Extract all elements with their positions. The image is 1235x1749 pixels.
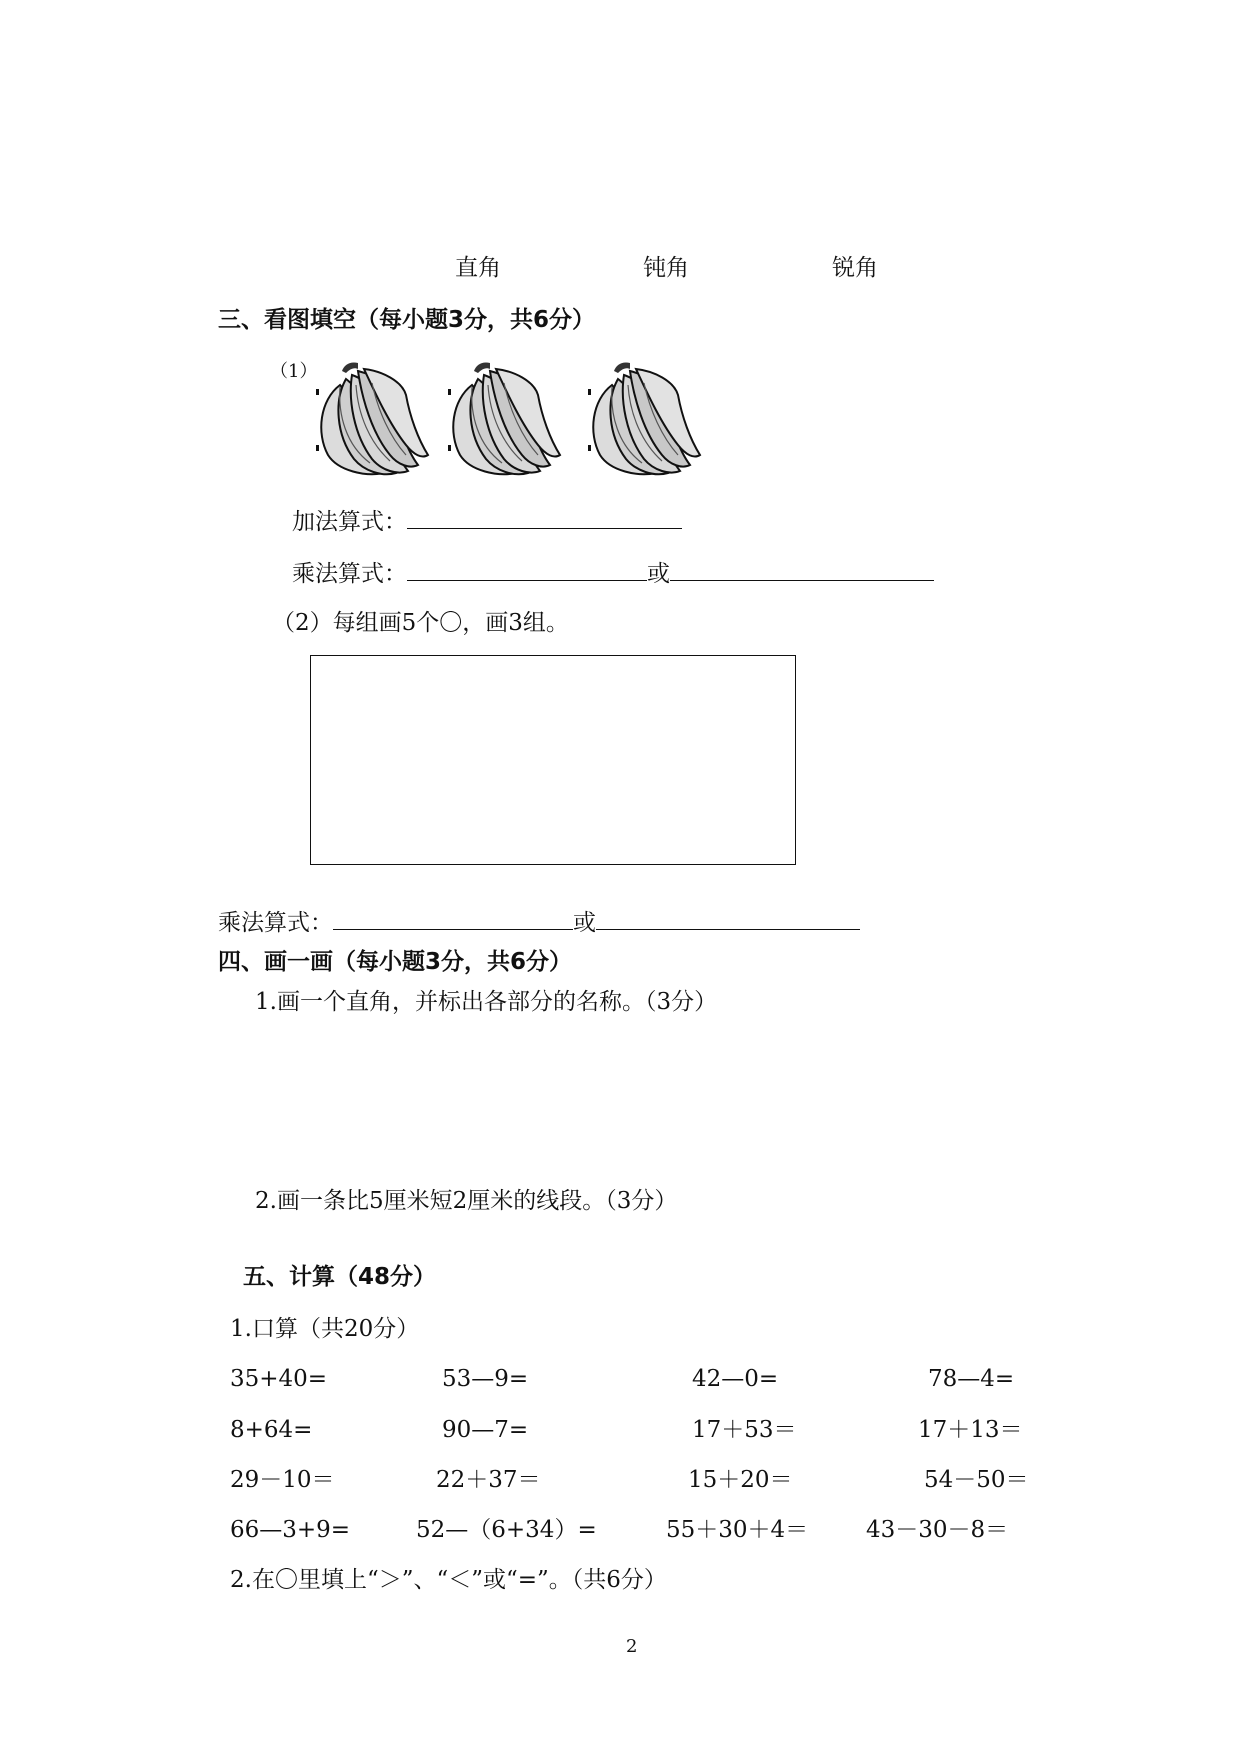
angle-label-right: 直角 bbox=[455, 255, 501, 281]
addition-label: 加法算式： bbox=[292, 509, 407, 535]
section3-title: 三、看图填空（每小题3分，共6分） bbox=[218, 307, 596, 333]
calc-cell: 53—9= bbox=[442, 1366, 529, 1392]
section5-q2-title: 2.在〇里填上“＞”、“＜”或“=”。（共6分） bbox=[230, 1567, 667, 1593]
q2-text: （2）每组画5个〇，画3组。 bbox=[272, 610, 569, 636]
q1-number: （1） bbox=[270, 361, 318, 382]
section4-title: 四、画一画（每小题3分，共6分） bbox=[218, 949, 573, 975]
calc-cell: 17＋13＝ bbox=[918, 1417, 1023, 1443]
calc-cell: 55＋30＋4＝ bbox=[666, 1517, 809, 1543]
calc-cell: 8+64= bbox=[230, 1417, 313, 1443]
calc-cell: 42—0= bbox=[692, 1366, 779, 1392]
drawing-box[interactable] bbox=[310, 655, 796, 865]
calc-cell: 43－30－8＝ bbox=[866, 1517, 1009, 1543]
calc-cell: 29－10＝ bbox=[230, 1467, 335, 1493]
multiplication-answer-line-a[interactable] bbox=[407, 556, 647, 581]
page-number: 2 bbox=[626, 1636, 638, 1657]
calc-cell: 54－50＝ bbox=[924, 1467, 1029, 1493]
addition-answer-line[interactable] bbox=[407, 504, 682, 529]
banana-bunch-1 bbox=[316, 362, 428, 474]
section4-q2: 2.画一条比5厘米短2厘米的线段。（3分） bbox=[255, 1188, 678, 1214]
multiplication-row-2 bbox=[218, 905, 860, 938]
section5-q1-title: 1.口算（共20分） bbox=[230, 1316, 420, 1342]
calc-cell: 90—7= bbox=[442, 1417, 529, 1443]
banana-bunch-3 bbox=[588, 362, 700, 474]
multiplication-answer-line-d[interactable] bbox=[596, 905, 860, 930]
or-text-2: 或 bbox=[573, 910, 596, 936]
angle-label-obtuse: 钝角 bbox=[643, 255, 689, 281]
calc-cell: 66—3+9= bbox=[230, 1517, 351, 1543]
section4-q1: 1.画一个直角，并标出各部分的名称。（3分） bbox=[255, 989, 718, 1015]
calc-cell: 17＋53＝ bbox=[692, 1417, 797, 1443]
multiplication-answer-line-c[interactable] bbox=[333, 905, 573, 930]
calc-cell: 52—（6+34）= bbox=[416, 1517, 597, 1543]
calc-cell: 78—4= bbox=[928, 1366, 1015, 1392]
banana-image-group bbox=[310, 355, 710, 480]
calc-cell: 15＋20＝ bbox=[688, 1467, 793, 1493]
calc-cell: 22＋37＝ bbox=[436, 1467, 541, 1493]
multiplication-answer-line-b[interactable] bbox=[670, 556, 934, 581]
multiplication-label: 乘法算式： bbox=[292, 561, 407, 587]
section5-title: 五、计算（48分） bbox=[243, 1264, 437, 1290]
or-text: 或 bbox=[647, 561, 670, 587]
multiplication-label-2: 乘法算式： bbox=[218, 910, 333, 936]
banana-bunches bbox=[310, 355, 710, 480]
calc-cell: 35+40= bbox=[230, 1366, 328, 1392]
angle-label-acute: 锐角 bbox=[832, 255, 878, 281]
banana-bunch-2 bbox=[448, 362, 560, 474]
addition-row bbox=[292, 504, 682, 537]
multiplication-row-1 bbox=[292, 556, 934, 589]
